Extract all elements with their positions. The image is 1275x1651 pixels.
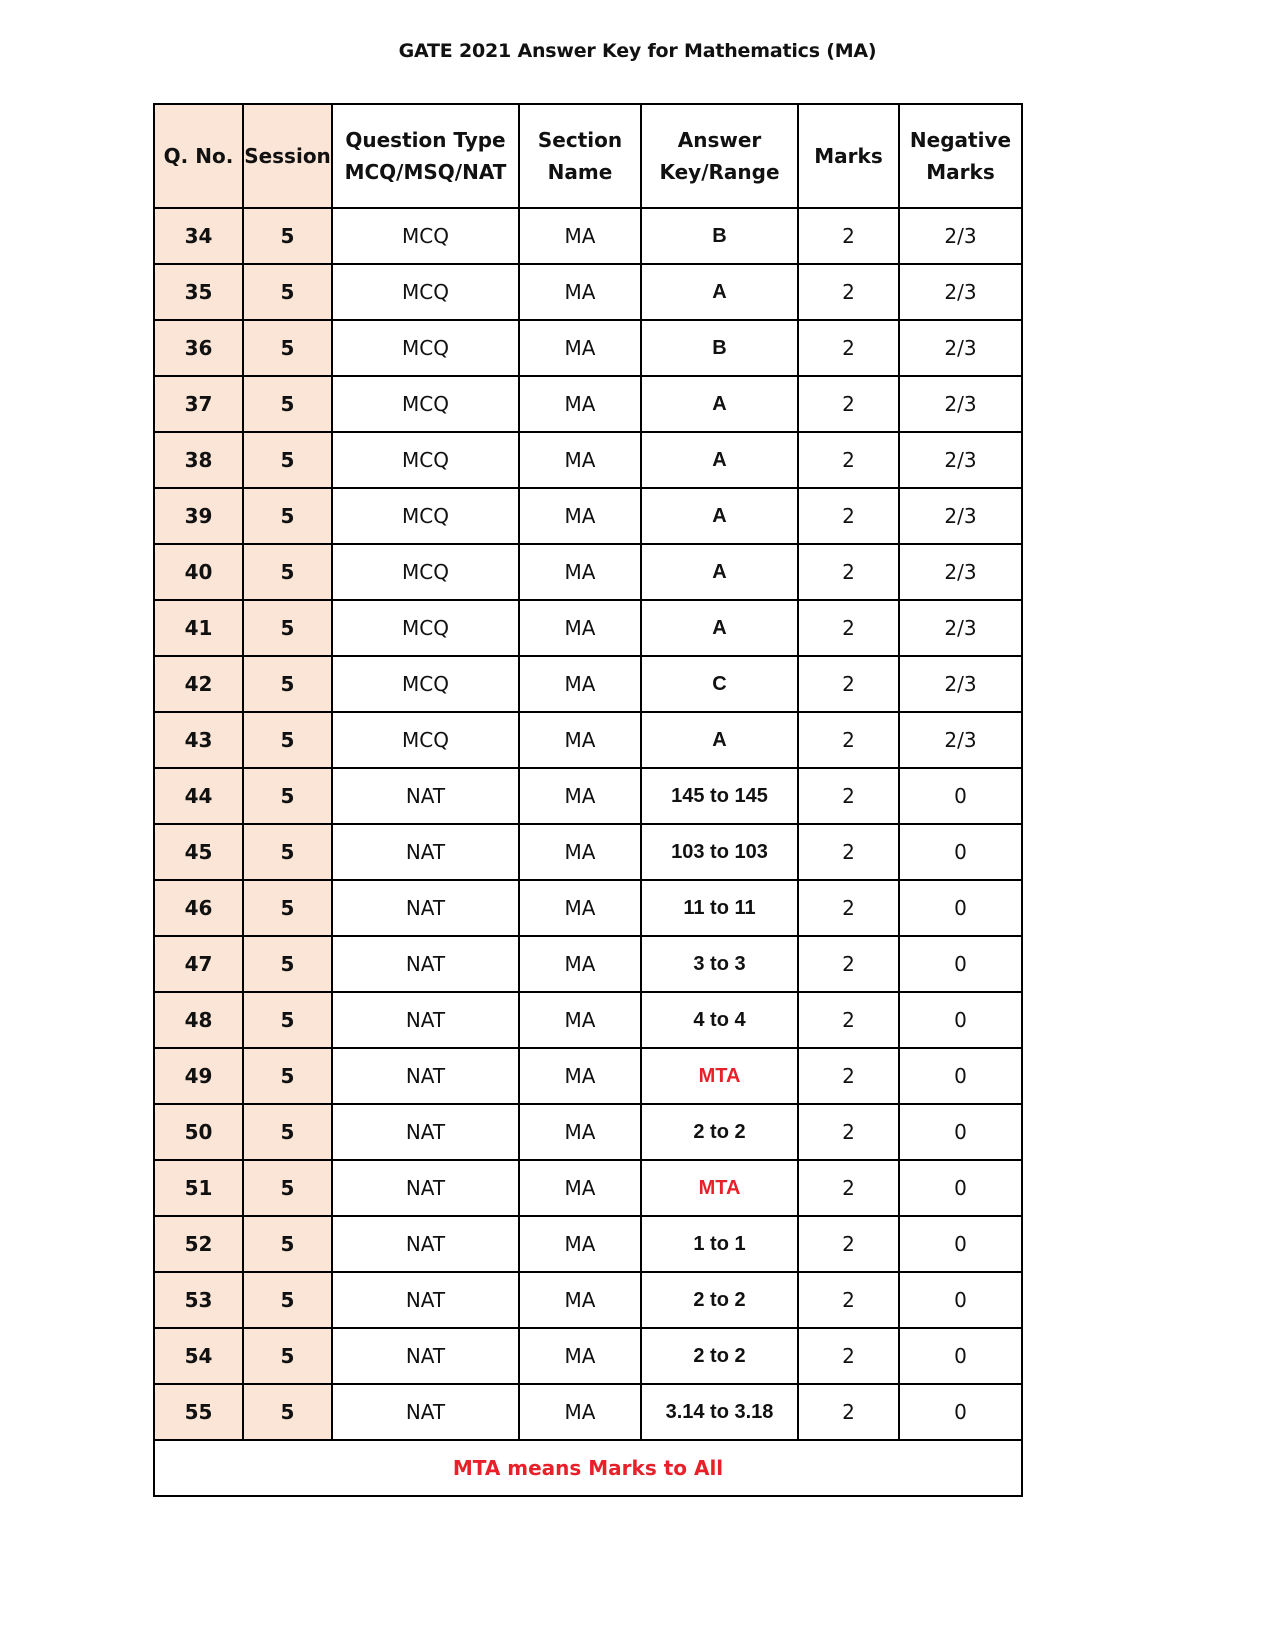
cell-marks: 2 [798, 768, 899, 824]
answer-key-table [153, 103, 1023, 1497]
cell-session: 5 [243, 1104, 332, 1160]
header-session-label: Session [244, 144, 331, 168]
cell-session: 5 [243, 208, 332, 264]
cell-answer-key: 2 to 2 [641, 1328, 798, 1384]
cell-session: 5 [243, 712, 332, 768]
cell-qno: 44 [154, 768, 243, 824]
cell-negative-marks: 2/3 [899, 600, 1022, 656]
header-row [154, 104, 1022, 208]
cell-section-name: MA [519, 936, 641, 992]
cell-question-type: MCQ [332, 208, 519, 264]
cell-section-name: MA [519, 880, 641, 936]
table-row [154, 1216, 1022, 1272]
cell-session: 5 [243, 1384, 332, 1440]
cell-question-type: NAT [332, 936, 519, 992]
table-row [154, 488, 1022, 544]
header-answer-line1: Answer [677, 128, 762, 152]
header-answer-line2: Key/Range [659, 160, 780, 184]
cell-marks: 2 [798, 1216, 899, 1272]
cell-qno: 38 [154, 432, 243, 488]
cell-section-name: MA [519, 1272, 641, 1328]
cell-answer-key: 145 to 145 [641, 768, 798, 824]
cell-answer-key: A [641, 432, 798, 488]
page-title: GATE 2021 Answer Key for Mathematics (MA) [398, 40, 877, 62]
cell-marks: 2 [798, 936, 899, 992]
cell-marks: 2 [798, 1272, 899, 1328]
cell-answer-key: 2 to 2 [641, 1104, 798, 1160]
cell-answer-key: A [641, 712, 798, 768]
table-row [154, 1160, 1022, 1216]
cell-section-name: MA [519, 1384, 641, 1440]
cell-qno: 53 [154, 1272, 243, 1328]
cell-question-type: MCQ [332, 488, 519, 544]
cell-question-type: NAT [332, 880, 519, 936]
cell-qno: 46 [154, 880, 243, 936]
header-section-name [519, 104, 641, 208]
cell-section-name: MA [519, 544, 641, 600]
cell-question-type: MCQ [332, 432, 519, 488]
cell-negative-marks: 0 [899, 1160, 1022, 1216]
cell-section-name: MA [519, 264, 641, 320]
table-row [154, 1048, 1022, 1104]
cell-marks: 2 [798, 544, 899, 600]
table-row [154, 992, 1022, 1048]
cell-section-name: MA [519, 600, 641, 656]
cell-negative-marks: 0 [899, 1272, 1022, 1328]
cell-marks: 2 [798, 1104, 899, 1160]
cell-marks: 2 [798, 376, 899, 432]
cell-negative-marks: 2/3 [899, 320, 1022, 376]
cell-negative-marks: 0 [899, 936, 1022, 992]
cell-answer-key: 4 to 4 [641, 992, 798, 1048]
cell-section-name: MA [519, 208, 641, 264]
cell-qno: 51 [154, 1160, 243, 1216]
cell-negative-marks: 2/3 [899, 208, 1022, 264]
cell-section-name: MA [519, 656, 641, 712]
cell-marks: 2 [798, 1384, 899, 1440]
cell-section-name: MA [519, 768, 641, 824]
cell-answer-key: B [641, 320, 798, 376]
cell-answer-key: 1 to 1 [641, 1216, 798, 1272]
cell-qno: 47 [154, 936, 243, 992]
cell-section-name: MA [519, 992, 641, 1048]
cell-marks: 2 [798, 1328, 899, 1384]
cell-marks: 2 [798, 1160, 899, 1216]
cell-marks: 2 [798, 824, 899, 880]
cell-session: 5 [243, 1328, 332, 1384]
cell-negative-marks: 0 [899, 768, 1022, 824]
cell-section-name: MA [519, 432, 641, 488]
cell-section-name: MA [519, 824, 641, 880]
header-negative-line2: Marks [926, 160, 995, 184]
header-marks-label: Marks [814, 144, 883, 168]
table-row [154, 1104, 1022, 1160]
cell-qno: 35 [154, 264, 243, 320]
cell-question-type: MCQ [332, 320, 519, 376]
answer-rows [154, 208, 1022, 1440]
cell-section-name: MA [519, 1160, 641, 1216]
cell-marks: 2 [798, 264, 899, 320]
cell-marks: 2 [798, 432, 899, 488]
cell-marks: 2 [798, 488, 899, 544]
cell-answer-key: MTA [641, 1048, 798, 1104]
cell-question-type: MCQ [332, 376, 519, 432]
cell-negative-marks: 2/3 [899, 432, 1022, 488]
cell-qno: 36 [154, 320, 243, 376]
cell-qno: 40 [154, 544, 243, 600]
cell-negative-marks: 2/3 [899, 544, 1022, 600]
cell-session: 5 [243, 488, 332, 544]
cell-answer-key: 103 to 103 [641, 824, 798, 880]
cell-session: 5 [243, 1160, 332, 1216]
cell-answer-key: B [641, 208, 798, 264]
cell-session: 5 [243, 600, 332, 656]
cell-session: 5 [243, 544, 332, 600]
header-negative-line1: Negative [909, 128, 1012, 152]
cell-qno: 54 [154, 1328, 243, 1384]
cell-section-name: MA [519, 712, 641, 768]
table-row [154, 656, 1022, 712]
cell-negative-marks: 0 [899, 1104, 1022, 1160]
cell-session: 5 [243, 936, 332, 992]
table-row [154, 712, 1022, 768]
cell-question-type: MCQ [332, 712, 519, 768]
cell-answer-key: 2 to 2 [641, 1272, 798, 1328]
note-row [154, 1440, 1022, 1496]
header-qno-label: Q. No. [163, 144, 234, 168]
cell-answer-key: A [641, 488, 798, 544]
table-row [154, 376, 1022, 432]
cell-negative-marks: 0 [899, 992, 1022, 1048]
cell-negative-marks: 0 [899, 1216, 1022, 1272]
cell-answer-key: 11 to 11 [641, 880, 798, 936]
mta-note: MTA means Marks to All [154, 1440, 1022, 1496]
cell-answer-key: 3.14 to 3.18 [641, 1384, 798, 1440]
cell-question-type: NAT [332, 1272, 519, 1328]
table-row [154, 264, 1022, 320]
table-row [154, 1272, 1022, 1328]
cell-session: 5 [243, 656, 332, 712]
header-session [243, 104, 332, 208]
cell-section-name: MA [519, 488, 641, 544]
cell-section-name: MA [519, 1216, 641, 1272]
cell-question-type: MCQ [332, 656, 519, 712]
cell-session: 5 [243, 992, 332, 1048]
cell-question-type: NAT [332, 1104, 519, 1160]
cell-negative-marks: 2/3 [899, 264, 1022, 320]
table-row [154, 1384, 1022, 1440]
cell-negative-marks: 0 [899, 1048, 1022, 1104]
cell-qno: 48 [154, 992, 243, 1048]
table-row [154, 544, 1022, 600]
header-question-type-line2: MCQ/MSQ/NAT [344, 160, 507, 184]
cell-qno: 39 [154, 488, 243, 544]
header-question-type-line1: Question Type [345, 128, 506, 152]
cell-session: 5 [243, 1272, 332, 1328]
cell-section-name: MA [519, 1048, 641, 1104]
cell-marks: 2 [798, 320, 899, 376]
table-row [154, 936, 1022, 992]
cell-negative-marks: 2/3 [899, 488, 1022, 544]
cell-answer-key: 3 to 3 [641, 936, 798, 992]
cell-answer-key: A [641, 376, 798, 432]
cell-negative-marks: 0 [899, 824, 1022, 880]
table-row [154, 432, 1022, 488]
cell-question-type: MCQ [332, 600, 519, 656]
cell-qno: 50 [154, 1104, 243, 1160]
cell-qno: 37 [154, 376, 243, 432]
cell-section-name: MA [519, 320, 641, 376]
cell-negative-marks: 2/3 [899, 376, 1022, 432]
cell-qno: 41 [154, 600, 243, 656]
cell-session: 5 [243, 320, 332, 376]
header-section-line1: Section [537, 128, 623, 152]
header-qno [154, 104, 243, 208]
cell-negative-marks: 0 [899, 1384, 1022, 1440]
cell-answer-key: A [641, 264, 798, 320]
cell-answer-key: A [641, 544, 798, 600]
header-answer-key [641, 104, 798, 208]
table-row [154, 208, 1022, 264]
cell-qno: 52 [154, 1216, 243, 1272]
header-question-type [332, 104, 519, 208]
cell-qno: 49 [154, 1048, 243, 1104]
cell-marks: 2 [798, 880, 899, 936]
cell-session: 5 [243, 824, 332, 880]
cell-section-name: MA [519, 1328, 641, 1384]
cell-question-type: NAT [332, 1216, 519, 1272]
cell-qno: 43 [154, 712, 243, 768]
header-section-line2: Name [547, 160, 613, 184]
cell-question-type: NAT [332, 1328, 519, 1384]
cell-session: 5 [243, 768, 332, 824]
cell-question-type: NAT [332, 992, 519, 1048]
cell-negative-marks: 2/3 [899, 712, 1022, 768]
cell-marks: 2 [798, 208, 899, 264]
cell-session: 5 [243, 376, 332, 432]
cell-qno: 45 [154, 824, 243, 880]
cell-marks: 2 [798, 712, 899, 768]
cell-answer-key: A [641, 600, 798, 656]
cell-marks: 2 [798, 992, 899, 1048]
cell-negative-marks: 0 [899, 880, 1022, 936]
cell-negative-marks: 2/3 [899, 656, 1022, 712]
cell-qno: 55 [154, 1384, 243, 1440]
cell-marks: 2 [798, 656, 899, 712]
header-marks [798, 104, 899, 208]
table-row [154, 1328, 1022, 1384]
table-row [154, 600, 1022, 656]
cell-question-type: NAT [332, 1160, 519, 1216]
header-negative-marks [899, 104, 1022, 208]
cell-marks: 2 [798, 600, 899, 656]
cell-answer-key: MTA [641, 1160, 798, 1216]
cell-session: 5 [243, 264, 332, 320]
table-row [154, 880, 1022, 936]
cell-negative-marks: 0 [899, 1328, 1022, 1384]
cell-question-type: MCQ [332, 544, 519, 600]
table-row [154, 320, 1022, 376]
table-row [154, 824, 1022, 880]
cell-question-type: MCQ [332, 264, 519, 320]
cell-session: 5 [243, 1216, 332, 1272]
cell-marks: 2 [798, 1048, 899, 1104]
cell-answer-key: C [641, 656, 798, 712]
cell-question-type: NAT [332, 824, 519, 880]
cell-section-name: MA [519, 376, 641, 432]
cell-session: 5 [243, 880, 332, 936]
cell-session: 5 [243, 1048, 332, 1104]
cell-question-type: NAT [332, 1048, 519, 1104]
cell-qno: 34 [154, 208, 243, 264]
cell-qno: 42 [154, 656, 243, 712]
cell-question-type: NAT [332, 1384, 519, 1440]
cell-session: 5 [243, 432, 332, 488]
cell-section-name: MA [519, 1104, 641, 1160]
cell-question-type: NAT [332, 768, 519, 824]
table-row [154, 768, 1022, 824]
